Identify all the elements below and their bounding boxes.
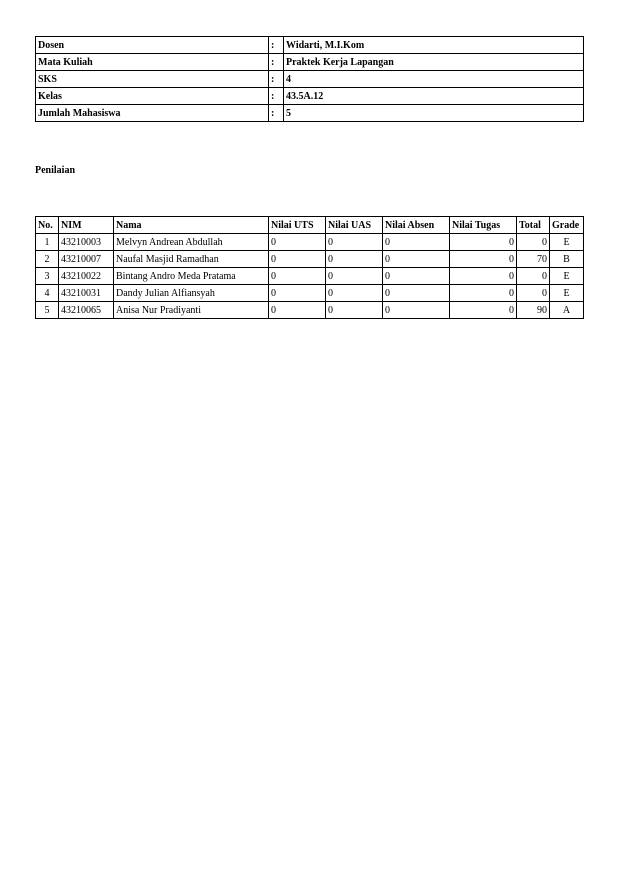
cell-grade: A	[550, 302, 584, 319]
cell-total: 0	[517, 268, 550, 285]
cell-no: 1	[36, 234, 59, 251]
table-header-row	[36, 217, 584, 234]
cell-nilai-absen: 0	[383, 251, 450, 268]
cell-no: 4	[36, 285, 59, 302]
info-label: Jumlah Mahasiswa	[36, 105, 269, 122]
cell-nilai-uas: 0	[326, 302, 383, 319]
info-value: 4	[284, 71, 584, 88]
info-separator: :	[269, 37, 284, 54]
cell-no: 5	[36, 302, 59, 319]
table-row	[36, 285, 584, 302]
info-row-mata-kuliah	[36, 54, 584, 71]
header-nilai-uas: Nilai UAS	[326, 217, 383, 234]
cell-nilai-uas: 0	[326, 268, 383, 285]
info-separator: :	[269, 88, 284, 105]
cell-nilai-uas: 0	[326, 285, 383, 302]
cell-total: 70	[517, 251, 550, 268]
table-row	[36, 234, 584, 251]
cell-nilai-absen: 0	[383, 234, 450, 251]
cell-nilai-uts: 0	[269, 302, 326, 319]
info-separator: :	[269, 71, 284, 88]
cell-nim: 43210022	[59, 268, 114, 285]
info-separator: :	[269, 105, 284, 122]
info-row-jumlah-mahasiswa	[36, 105, 584, 122]
cell-nim: 43210003	[59, 234, 114, 251]
course-info-table	[35, 36, 584, 122]
header-nilai-absen: Nilai Absen	[383, 217, 450, 234]
cell-nilai-uts: 0	[269, 268, 326, 285]
info-value: Widarti, M.I.Kom	[284, 37, 584, 54]
table-row	[36, 251, 584, 268]
cell-grade: E	[550, 234, 584, 251]
cell-nama: Bintang Andro Meda Pratama	[114, 268, 269, 285]
cell-nilai-uts: 0	[269, 234, 326, 251]
cell-nilai-tugas: 0	[450, 234, 517, 251]
info-separator: :	[269, 54, 284, 71]
header-no: No.	[36, 217, 59, 234]
cell-nilai-uas: 0	[326, 234, 383, 251]
header-nama: Nama	[114, 217, 269, 234]
info-value: 5	[284, 105, 584, 122]
info-row-kelas	[36, 88, 584, 105]
cell-grade: E	[550, 285, 584, 302]
info-label: Mata Kuliah	[36, 54, 269, 71]
cell-nilai-absen: 0	[383, 302, 450, 319]
cell-nama: Melvyn Andrean Abdullah	[114, 234, 269, 251]
header-nilai-uts: Nilai UTS	[269, 217, 326, 234]
table-row	[36, 302, 584, 319]
cell-nilai-uas: 0	[326, 251, 383, 268]
cell-nilai-uts: 0	[269, 285, 326, 302]
cell-total: 0	[517, 234, 550, 251]
cell-nilai-absen: 0	[383, 285, 450, 302]
cell-nama: Dandy Julian Alfiansyah	[114, 285, 269, 302]
cell-grade: B	[550, 251, 584, 268]
info-label: SKS	[36, 71, 269, 88]
cell-grade: E	[550, 268, 584, 285]
header-nilai-tugas: Nilai Tugas	[450, 217, 517, 234]
info-row-sks	[36, 71, 584, 88]
cell-no: 3	[36, 268, 59, 285]
info-value: Praktek Kerja Lapangan	[284, 54, 584, 71]
table-row	[36, 268, 584, 285]
cell-no: 2	[36, 251, 59, 268]
header-grade: Grade	[550, 217, 584, 234]
info-label: Kelas	[36, 88, 269, 105]
cell-nim: 43210065	[59, 302, 114, 319]
cell-nim: 43210031	[59, 285, 114, 302]
header-total: Total	[517, 217, 550, 234]
cell-nama: Anisa Nur Pradiyanti	[114, 302, 269, 319]
info-label: Dosen	[36, 37, 269, 54]
cell-nilai-tugas: 0	[450, 285, 517, 302]
info-value: 43.5A.12	[284, 88, 584, 105]
cell-total: 0	[517, 285, 550, 302]
header-nim: NIM	[59, 217, 114, 234]
cell-nama: Naufal Masjid Ramadhan	[114, 251, 269, 268]
grades-table	[35, 216, 584, 319]
cell-nilai-uts: 0	[269, 251, 326, 268]
section-title: Penilaian	[35, 165, 76, 176]
cell-nilai-tugas: 0	[450, 251, 517, 268]
cell-nilai-absen: 0	[383, 268, 450, 285]
cell-nilai-tugas: 0	[450, 302, 517, 319]
cell-total: 90	[517, 302, 550, 319]
info-row-dosen	[36, 37, 584, 54]
cell-nim: 43210007	[59, 251, 114, 268]
cell-nilai-tugas: 0	[450, 268, 517, 285]
